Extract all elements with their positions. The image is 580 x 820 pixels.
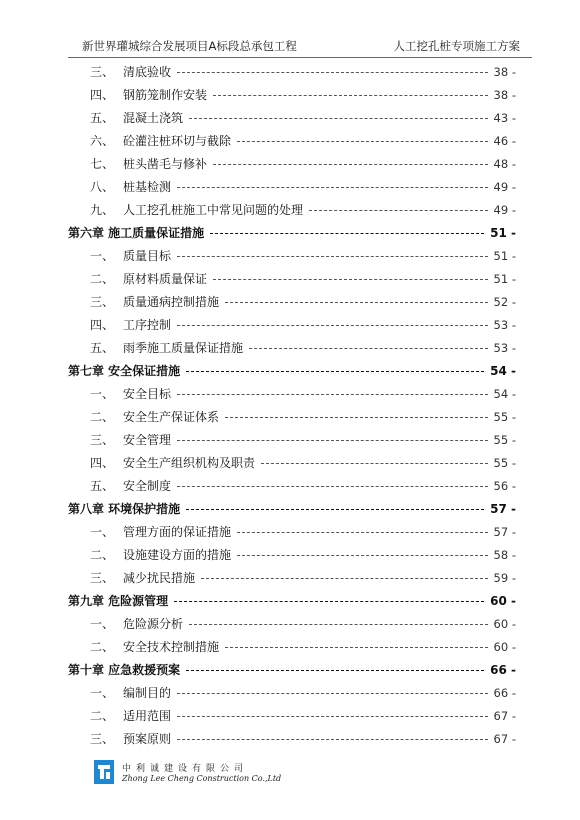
toc-page-number: 60 - xyxy=(493,639,516,654)
toc-dot-leader xyxy=(237,555,488,556)
footer-company-name-en: Zhong Lee Cheng Construction Co.,Ltd xyxy=(122,774,282,783)
toc-section-entry[interactable] xyxy=(68,474,516,497)
toc-entry-title: 混凝土浇筑 xyxy=(123,111,184,125)
toc-entry-title: 雨季施工质量保证措施 xyxy=(123,341,244,355)
toc-dot-leader xyxy=(174,601,484,602)
toc-dot-leader xyxy=(177,325,488,326)
toc-page-number: 49 - xyxy=(493,202,516,217)
toc-page-number: 66 - xyxy=(490,662,516,677)
toc-section-entry[interactable] xyxy=(68,612,516,635)
toc-entry-number: 四、 xyxy=(90,318,115,332)
toc-dot-leader xyxy=(177,440,488,441)
toc-page-number: 57 - xyxy=(490,501,516,516)
toc-section-entry[interactable] xyxy=(68,83,516,106)
header-document-title: 人工挖孔桩专项施工方案 xyxy=(393,39,520,53)
toc-entry-number: 八、 xyxy=(90,180,115,194)
toc-dot-leader xyxy=(177,394,488,395)
footer-company-name-cn: 中利诚建设有限公司 xyxy=(122,764,249,774)
toc-dot-leader xyxy=(213,95,488,96)
header-divider xyxy=(68,57,532,58)
toc-section-entry[interactable] xyxy=(68,727,516,750)
toc-page-number: 57 - xyxy=(493,524,516,539)
toc-entry-title: 钢筋笼制作安装 xyxy=(123,88,208,102)
toc-dot-leader xyxy=(177,187,488,188)
toc-dot-leader xyxy=(225,302,488,303)
toc-dot-leader xyxy=(225,417,488,418)
toc-entry-number: 二、 xyxy=(90,548,115,562)
toc-entry-number: 一、 xyxy=(90,617,115,631)
toc-dot-leader xyxy=(213,164,488,165)
toc-dot-leader xyxy=(177,72,488,73)
toc-dot-leader xyxy=(225,647,488,648)
toc-entry-number: 三、 xyxy=(90,571,115,585)
toc-entry-title: 原材料质量保证 xyxy=(123,272,208,286)
toc-entry-number: 五、 xyxy=(90,479,115,493)
toc-entry-title: 安全生产组织机构及职责 xyxy=(123,456,256,470)
toc-entry-number: 一、 xyxy=(90,686,115,700)
toc-chapter-entry[interactable] xyxy=(68,589,516,612)
toc-section-entry[interactable] xyxy=(68,290,516,313)
toc-entry-title: 清底验收 xyxy=(123,65,172,79)
toc-entry-number: 六、 xyxy=(90,134,115,148)
toc-entry-title: 砼灌注桩环切与截除 xyxy=(123,134,232,148)
toc-dot-leader xyxy=(186,371,484,372)
toc-section-entry[interactable] xyxy=(68,428,516,451)
toc-page-number: 66 - xyxy=(493,685,516,700)
toc-section-entry[interactable] xyxy=(68,704,516,727)
toc-section-entry[interactable] xyxy=(68,60,516,83)
toc-entry-title: 安全制度 xyxy=(123,479,172,493)
toc-entry-title: 适用范围 xyxy=(123,709,172,723)
toc-chapter-entry[interactable] xyxy=(68,497,516,520)
toc-entry-number: 五、 xyxy=(90,111,115,125)
toc-entry-title: 第八章 环境保护措施 xyxy=(68,502,181,516)
toc-page-number: 54 - xyxy=(490,363,516,378)
toc-dot-leader xyxy=(177,693,488,694)
toc-section-entry[interactable] xyxy=(68,313,516,336)
toc-page-number: 67 - xyxy=(493,708,516,723)
toc-page-number: 48 - xyxy=(493,156,516,171)
toc-entry-title: 质量通病控制措施 xyxy=(123,295,220,309)
toc-dot-leader xyxy=(186,509,484,510)
toc-page-number: 60 - xyxy=(490,593,516,608)
page-header xyxy=(82,38,520,56)
toc-chapter-entry[interactable] xyxy=(68,359,516,382)
toc-entry-title: 安全生产保证体系 xyxy=(123,410,220,424)
toc-dot-leader xyxy=(237,141,488,142)
toc-entry-number: 七、 xyxy=(90,157,115,171)
toc-page-number: 53 - xyxy=(493,340,516,355)
company-logo-icon xyxy=(94,760,114,784)
toc-entry-title: 安全管理 xyxy=(123,433,172,447)
toc-section-entry[interactable] xyxy=(68,543,516,566)
toc-dot-leader xyxy=(177,716,488,717)
toc-dot-leader xyxy=(186,670,484,671)
toc-chapter-entry[interactable] xyxy=(68,221,516,244)
toc-page-number: 46 - xyxy=(493,133,516,148)
toc-page-number: 59 - xyxy=(493,570,516,585)
toc-entry-number: 四、 xyxy=(90,456,115,470)
toc-entry-title: 人工挖孔桩施工中常见问题的处理 xyxy=(123,203,304,217)
toc-section-entry[interactable] xyxy=(68,244,516,267)
toc-entry-title: 编制目的 xyxy=(123,686,172,700)
toc-dot-leader xyxy=(177,486,488,487)
toc-page-number: 54 - xyxy=(493,386,516,401)
toc-entry-title: 减少扰民措施 xyxy=(123,571,196,585)
toc-entry-number: 一、 xyxy=(90,525,115,539)
toc-dot-leader xyxy=(189,624,488,625)
toc-chapter-entry[interactable] xyxy=(68,658,516,681)
toc-page-number: 38 - xyxy=(493,64,516,79)
toc-section-entry[interactable] xyxy=(68,152,516,175)
toc-section-entry[interactable] xyxy=(68,267,516,290)
toc-dot-leader xyxy=(189,118,488,119)
toc-entry-number: 五、 xyxy=(90,341,115,355)
toc-entry-number: 三、 xyxy=(90,433,115,447)
toc-entry-title: 工序控制 xyxy=(123,318,172,332)
toc-entry-number: 二、 xyxy=(90,272,115,286)
toc-entry-number: 二、 xyxy=(90,709,115,723)
toc-entry-number: 一、 xyxy=(90,387,115,401)
toc-page-number: 43 - xyxy=(493,110,516,125)
toc-entry-title: 第九章 危险源管理 xyxy=(68,594,169,608)
toc-page-number: 51 - xyxy=(490,225,516,240)
toc-page-number: 49 - xyxy=(493,179,516,194)
toc-section-entry[interactable] xyxy=(68,451,516,474)
toc-page-number: 51 - xyxy=(493,248,516,263)
toc-section-entry[interactable] xyxy=(68,681,516,704)
toc-page-number: 53 - xyxy=(493,317,516,332)
toc-entry-title: 桩基检测 xyxy=(123,180,172,194)
toc-entry-title: 质量目标 xyxy=(123,249,172,263)
toc-page-number: 56 - xyxy=(493,478,516,493)
toc-section-entry[interactable] xyxy=(68,405,516,428)
toc-page-number: 52 - xyxy=(493,294,516,309)
toc-entry-title: 管理方面的保证措施 xyxy=(123,525,232,539)
toc-page-number: 60 - xyxy=(493,616,516,631)
toc-entry-number: 九、 xyxy=(90,203,115,217)
toc-entry-number: 一、 xyxy=(90,249,115,263)
toc-dot-leader xyxy=(177,256,488,257)
toc-page-number: 67 - xyxy=(493,731,516,746)
toc-dot-leader xyxy=(210,233,484,234)
toc-page-number: 58 - xyxy=(493,547,516,562)
toc-entry-title: 第十章 应急救援预案 xyxy=(68,663,181,677)
toc-dot-leader xyxy=(237,532,488,533)
toc-entry-title: 预案原则 xyxy=(123,732,172,746)
toc-dot-leader xyxy=(261,463,488,464)
toc-entry-number: 三、 xyxy=(90,295,115,309)
toc-section-entry[interactable] xyxy=(68,106,516,129)
toc-entry-title: 安全目标 xyxy=(123,387,172,401)
toc-page-number: 51 - xyxy=(493,271,516,286)
toc-entry-number: 二、 xyxy=(90,410,115,424)
toc-section-entry[interactable] xyxy=(68,175,516,198)
toc-dot-leader xyxy=(177,739,488,740)
toc-dot-leader xyxy=(213,279,488,280)
toc-page-number: 55 - xyxy=(493,455,516,470)
toc-section-entry[interactable] xyxy=(68,635,516,658)
toc-page-number: 55 - xyxy=(493,432,516,447)
toc-section-entry[interactable] xyxy=(68,566,516,589)
toc-entry-number: 三、 xyxy=(90,732,115,746)
toc-entry-title: 设施建设方面的措施 xyxy=(123,548,232,562)
toc-entry-title: 桩头凿毛与修补 xyxy=(123,157,208,171)
toc-entry-number: 三、 xyxy=(90,65,115,79)
toc-section-entry[interactable] xyxy=(68,336,516,359)
header-project-title: 新世界瓘城综合发展项目A标段总承包工程 xyxy=(82,39,297,53)
toc-section-entry[interactable] xyxy=(68,198,516,221)
table-of-contents xyxy=(68,60,516,750)
toc-entry-title: 第六章 施工质量保证措施 xyxy=(68,226,205,240)
toc-section-entry[interactable] xyxy=(68,520,516,543)
toc-entry-title: 安全技术控制措施 xyxy=(123,640,220,654)
toc-section-entry[interactable] xyxy=(68,382,516,405)
toc-entry-number: 二、 xyxy=(90,640,115,654)
toc-page-number: 38 - xyxy=(493,87,516,102)
toc-dot-leader xyxy=(201,578,488,579)
toc-section-entry[interactable] xyxy=(68,129,516,152)
toc-dot-leader xyxy=(249,348,488,349)
toc-entry-title: 危险源分析 xyxy=(123,617,184,631)
toc-dot-leader xyxy=(309,210,488,211)
toc-entry-number: 四、 xyxy=(90,88,115,102)
toc-entry-title: 第七章 安全保证措施 xyxy=(68,364,181,378)
toc-page-number: 55 - xyxy=(493,409,516,424)
